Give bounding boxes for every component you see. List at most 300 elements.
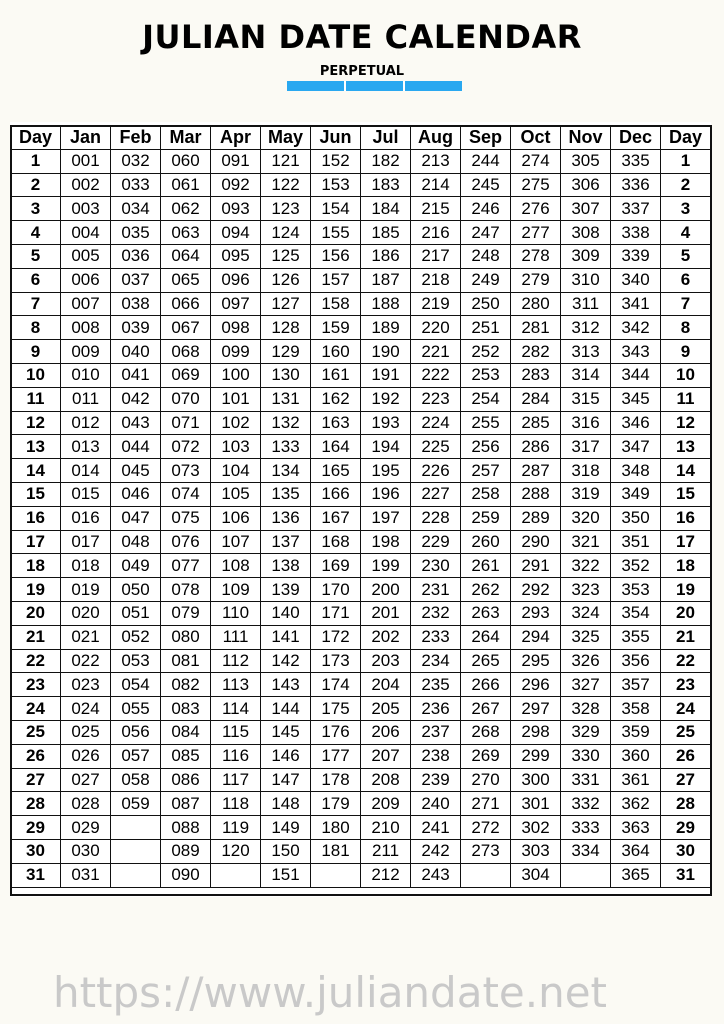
julian-day-cell: 065 <box>161 268 211 292</box>
julian-day-cell: 284 <box>511 387 561 411</box>
page-subtitle: PERPETUAL <box>319 64 405 79</box>
julian-day-cell: 164 <box>311 435 361 459</box>
julian-day-cell: 243 <box>411 863 461 887</box>
julian-day-cell: 271 <box>461 792 511 816</box>
table-row <box>11 673 711 697</box>
julian-day-cell: 187 <box>361 268 411 292</box>
day-cell: 23 <box>661 673 711 697</box>
julian-day-cell: 235 <box>411 673 461 697</box>
table-row <box>11 720 711 744</box>
julian-day-cell: 125 <box>261 244 311 268</box>
julian-day-cell: 063 <box>161 221 211 245</box>
julian-day-cell: 124 <box>261 221 311 245</box>
julian-day-cell: 247 <box>461 221 511 245</box>
julian-day-cell: 064 <box>161 244 211 268</box>
julian-day-cell: 079 <box>161 601 211 625</box>
julian-day-cell: 004 <box>61 221 111 245</box>
table-row <box>11 649 711 673</box>
day-cell: 26 <box>11 744 61 768</box>
julian-day-cell: 152 <box>311 149 361 173</box>
julian-day-cell: 151 <box>261 863 311 887</box>
julian-day-cell: 047 <box>111 506 161 530</box>
julian-day-cell: 045 <box>111 459 161 483</box>
julian-day-cell: 225 <box>411 435 461 459</box>
julian-day-cell: 025 <box>61 720 111 744</box>
julian-day-cell <box>211 863 261 887</box>
julian-day-cell: 287 <box>511 459 561 483</box>
julian-day-cell: 029 <box>61 816 111 840</box>
julian-day-cell: 229 <box>411 530 461 554</box>
julian-day-cell: 148 <box>261 792 311 816</box>
column-header: Nov <box>561 126 611 150</box>
julian-day-cell: 096 <box>211 268 261 292</box>
julian-day-cell: 328 <box>561 697 611 721</box>
julian-day-cell: 060 <box>161 149 211 173</box>
day-cell: 22 <box>661 649 711 673</box>
julian-day-cell: 214 <box>411 173 461 197</box>
table-row <box>11 411 711 435</box>
julian-day-cell: 249 <box>461 268 511 292</box>
table-row <box>11 482 711 506</box>
julian-day-cell: 121 <box>261 149 311 173</box>
table-row <box>11 792 711 816</box>
julian-day-cell: 023 <box>61 673 111 697</box>
julian-day-cell: 277 <box>511 221 561 245</box>
julian-day-cell: 026 <box>61 744 111 768</box>
julian-day-cell: 316 <box>561 411 611 435</box>
day-cell: 14 <box>11 459 61 483</box>
julian-day-cell: 032 <box>111 149 161 173</box>
julian-day-cell: 348 <box>611 459 661 483</box>
table-row <box>11 435 711 459</box>
julian-day-cell: 280 <box>511 292 561 316</box>
julian-day-cell: 108 <box>211 554 261 578</box>
julian-day-cell: 276 <box>511 197 561 221</box>
julian-day-cell: 314 <box>561 363 611 387</box>
day-cell: 15 <box>11 482 61 506</box>
table-row <box>11 268 711 292</box>
julian-day-cell: 210 <box>361 816 411 840</box>
julian-day-cell: 049 <box>111 554 161 578</box>
julian-day-cell: 285 <box>511 411 561 435</box>
julian-day-cell: 195 <box>361 459 411 483</box>
julian-day-cell: 172 <box>311 625 361 649</box>
julian-day-cell: 312 <box>561 316 611 340</box>
table-row <box>11 839 711 863</box>
julian-day-cell: 297 <box>511 697 561 721</box>
julian-day-cell: 153 <box>311 173 361 197</box>
julian-day-cell <box>561 863 611 887</box>
julian-day-cell: 234 <box>411 649 461 673</box>
julian-day-cell: 154 <box>311 197 361 221</box>
day-cell: 6 <box>11 268 61 292</box>
julian-day-cell: 083 <box>161 697 211 721</box>
julian-day-cell: 084 <box>161 720 211 744</box>
julian-day-cell: 039 <box>111 316 161 340</box>
julian-day-cell: 346 <box>611 411 661 435</box>
julian-day-cell: 031 <box>61 863 111 887</box>
julian-day-cell: 257 <box>461 459 511 483</box>
day-cell: 31 <box>661 863 711 887</box>
julian-day-cell: 227 <box>411 482 461 506</box>
julian-day-cell: 157 <box>311 268 361 292</box>
julian-day-cell: 017 <box>61 530 111 554</box>
julian-day-cell: 105 <box>211 482 261 506</box>
julian-day-cell: 131 <box>261 387 311 411</box>
julian-day-cell: 156 <box>311 244 361 268</box>
julian-day-cell: 058 <box>111 768 161 792</box>
julian-day-cell: 246 <box>461 197 511 221</box>
julian-day-cell: 117 <box>211 768 261 792</box>
julian-day-cell: 282 <box>511 340 561 364</box>
day-cell: 8 <box>661 316 711 340</box>
column-header: Apr <box>211 126 261 150</box>
day-cell: 6 <box>661 268 711 292</box>
julian-day-cell: 052 <box>111 625 161 649</box>
julian-day-cell: 071 <box>161 411 211 435</box>
julian-day-cell: 056 <box>111 720 161 744</box>
julian-day-cell: 122 <box>261 173 311 197</box>
julian-day-cell: 351 <box>611 530 661 554</box>
julian-day-cell: 041 <box>111 363 161 387</box>
julian-day-cell: 027 <box>61 768 111 792</box>
day-cell: 24 <box>661 697 711 721</box>
julian-day-cell: 207 <box>361 744 411 768</box>
julian-day-cell: 333 <box>561 816 611 840</box>
julian-day-cell: 082 <box>161 673 211 697</box>
julian-day-cell: 197 <box>361 506 411 530</box>
julian-day-cell: 144 <box>261 697 311 721</box>
julian-day-cell: 365 <box>611 863 661 887</box>
column-header: Jan <box>61 126 111 150</box>
column-header: Mar <box>161 126 211 150</box>
julian-day-cell: 068 <box>161 340 211 364</box>
julian-day-cell: 167 <box>311 506 361 530</box>
julian-day-cell: 158 <box>311 292 361 316</box>
julian-day-cell: 183 <box>361 173 411 197</box>
julian-day-cell: 018 <box>61 554 111 578</box>
julian-day-cell: 349 <box>611 482 661 506</box>
julian-day-cell: 163 <box>311 411 361 435</box>
day-cell: 10 <box>11 363 61 387</box>
table-row <box>11 340 711 364</box>
day-cell: 20 <box>11 601 61 625</box>
day-cell: 21 <box>11 625 61 649</box>
julian-day-cell: 258 <box>461 482 511 506</box>
julian-day-cell: 200 <box>361 578 411 602</box>
day-cell: 7 <box>11 292 61 316</box>
julian-day-cell: 199 <box>361 554 411 578</box>
julian-day-cell: 270 <box>461 768 511 792</box>
julian-day-cell: 020 <box>61 601 111 625</box>
day-cell: 28 <box>11 792 61 816</box>
julian-day-cell: 036 <box>111 244 161 268</box>
julian-day-cell: 231 <box>411 578 461 602</box>
julian-day-cell: 046 <box>111 482 161 506</box>
julian-day-cell: 201 <box>361 601 411 625</box>
julian-day-cell: 281 <box>511 316 561 340</box>
day-cell: 25 <box>661 720 711 744</box>
julian-day-cell: 334 <box>561 839 611 863</box>
day-cell: 27 <box>661 768 711 792</box>
day-cell: 5 <box>661 244 711 268</box>
day-cell: 4 <box>11 221 61 245</box>
julian-day-cell: 263 <box>461 601 511 625</box>
day-cell: 15 <box>661 482 711 506</box>
julian-day-cell: 269 <box>461 744 511 768</box>
julian-day-cell: 350 <box>611 506 661 530</box>
table-row <box>11 292 711 316</box>
column-header: Jun <box>311 126 361 150</box>
day-cell: 5 <box>11 244 61 268</box>
julian-day-cell: 288 <box>511 482 561 506</box>
day-cell: 29 <box>661 816 711 840</box>
julian-day-cell: 256 <box>461 435 511 459</box>
julian-day-cell: 262 <box>461 578 511 602</box>
day-cell: 25 <box>11 720 61 744</box>
julian-day-cell: 222 <box>411 363 461 387</box>
julian-day-cell: 135 <box>261 482 311 506</box>
table-row <box>11 149 711 173</box>
julian-day-cell: 101 <box>211 387 261 411</box>
julian-day-cell: 006 <box>61 268 111 292</box>
julian-day-cell: 051 <box>111 601 161 625</box>
julian-day-cell: 145 <box>261 720 311 744</box>
page-title: JULIAN DATE CALENDAR <box>142 18 582 56</box>
julian-day-cell: 341 <box>611 292 661 316</box>
julian-day-cell: 066 <box>161 292 211 316</box>
julian-day-cell: 303 <box>511 839 561 863</box>
julian-day-cell: 168 <box>311 530 361 554</box>
julian-day-cell: 298 <box>511 720 561 744</box>
julian-day-cell: 160 <box>311 340 361 364</box>
day-cell: 4 <box>661 221 711 245</box>
julian-day-cell: 078 <box>161 578 211 602</box>
table-row <box>11 816 711 840</box>
day-cell: 13 <box>661 435 711 459</box>
julian-day-cell: 283 <box>511 363 561 387</box>
julian-day-cell: 074 <box>161 482 211 506</box>
julian-day-cell: 215 <box>411 197 461 221</box>
day-cell: 14 <box>661 459 711 483</box>
julian-day-cell: 132 <box>261 411 311 435</box>
julian-day-cell: 357 <box>611 673 661 697</box>
julian-day-cell: 138 <box>261 554 311 578</box>
julian-day-cell: 116 <box>211 744 261 768</box>
day-cell: 21 <box>661 625 711 649</box>
day-cell: 30 <box>11 839 61 863</box>
day-cell: 19 <box>661 578 711 602</box>
julian-day-cell: 359 <box>611 720 661 744</box>
julian-day-cell: 216 <box>411 221 461 245</box>
column-header: Aug <box>411 126 461 150</box>
julian-day-cell: 291 <box>511 554 561 578</box>
julian-day-cell: 165 <box>311 459 361 483</box>
julian-day-cell: 150 <box>261 839 311 863</box>
column-header: Dec <box>611 126 661 150</box>
julian-day-cell: 170 <box>311 578 361 602</box>
table-row <box>11 601 711 625</box>
column-header: Feb <box>111 126 161 150</box>
day-cell: 16 <box>11 506 61 530</box>
table-row <box>11 863 711 887</box>
julian-day-cell: 315 <box>561 387 611 411</box>
julian-day-cell: 179 <box>311 792 361 816</box>
day-cell: 3 <box>11 197 61 221</box>
julian-day-cell: 217 <box>411 244 461 268</box>
julian-day-cell: 097 <box>211 292 261 316</box>
day-cell: 27 <box>11 768 61 792</box>
julian-day-cell: 296 <box>511 673 561 697</box>
julian-day-cell <box>111 863 161 887</box>
julian-day-cell: 186 <box>361 244 411 268</box>
julian-day-cell: 087 <box>161 792 211 816</box>
julian-day-cell: 309 <box>561 244 611 268</box>
julian-day-cell: 169 <box>311 554 361 578</box>
julian-day-cell: 176 <box>311 720 361 744</box>
julian-day-cell: 358 <box>611 697 661 721</box>
julian-day-cell: 332 <box>561 792 611 816</box>
julian-day-cell: 057 <box>111 744 161 768</box>
table-row <box>11 459 711 483</box>
julian-day-cell: 274 <box>511 149 561 173</box>
day-cell: 18 <box>11 554 61 578</box>
julian-day-cell: 320 <box>561 506 611 530</box>
julian-day-cell: 230 <box>411 554 461 578</box>
column-header: Day <box>11 126 61 150</box>
julian-day-cell: 181 <box>311 839 361 863</box>
table-row <box>11 387 711 411</box>
julian-day-cell: 118 <box>211 792 261 816</box>
day-cell: 13 <box>11 435 61 459</box>
julian-day-cell: 073 <box>161 459 211 483</box>
julian-day-cell: 266 <box>461 673 511 697</box>
julian-day-cell: 363 <box>611 816 661 840</box>
table-row <box>11 244 711 268</box>
table-row <box>11 506 711 530</box>
julian-day-cell <box>111 839 161 863</box>
julian-day-cell: 054 <box>111 673 161 697</box>
julian-day-cell: 114 <box>211 697 261 721</box>
julian-day-cell: 072 <box>161 435 211 459</box>
julian-day-cell: 331 <box>561 768 611 792</box>
julian-day-cell: 022 <box>61 649 111 673</box>
julian-day-cell: 344 <box>611 363 661 387</box>
website-url[interactable]: https://www.juliandate.net <box>52 968 608 1017</box>
julian-day-cell: 159 <box>311 316 361 340</box>
julian-day-cell: 278 <box>511 244 561 268</box>
julian-day-cell: 194 <box>361 435 411 459</box>
julian-day-cell: 324 <box>561 601 611 625</box>
julian-day-cell: 248 <box>461 244 511 268</box>
day-cell: 9 <box>11 340 61 364</box>
julian-day-cell: 095 <box>211 244 261 268</box>
day-cell: 19 <box>11 578 61 602</box>
julian-day-cell: 034 <box>111 197 161 221</box>
day-cell: 11 <box>661 387 711 411</box>
table-row <box>11 554 711 578</box>
julian-day-cell: 203 <box>361 649 411 673</box>
column-header: Jul <box>361 126 411 150</box>
julian-day-cell: 178 <box>311 768 361 792</box>
julian-day-cell: 360 <box>611 744 661 768</box>
julian-day-cell: 319 <box>561 482 611 506</box>
julian-day-cell: 140 <box>261 601 311 625</box>
julian-day-cell: 161 <box>311 363 361 387</box>
julian-day-cell: 091 <box>211 149 261 173</box>
julian-day-cell: 302 <box>511 816 561 840</box>
julian-day-cell: 261 <box>461 554 511 578</box>
julian-day-cell: 205 <box>361 697 411 721</box>
table-row <box>11 768 711 792</box>
julian-day-cell: 126 <box>261 268 311 292</box>
julian-day-cell: 228 <box>411 506 461 530</box>
julian-day-cell: 182 <box>361 149 411 173</box>
julian-day-cell: 294 <box>511 625 561 649</box>
day-cell: 10 <box>661 363 711 387</box>
julian-day-cell: 012 <box>61 411 111 435</box>
julian-day-cell: 038 <box>111 292 161 316</box>
julian-day-cell: 191 <box>361 363 411 387</box>
day-cell: 30 <box>661 839 711 863</box>
julian-day-cell: 313 <box>561 340 611 364</box>
julian-day-cell: 204 <box>361 673 411 697</box>
julian-day-cell: 233 <box>411 625 461 649</box>
julian-day-cell: 327 <box>561 673 611 697</box>
julian-day-cell: 307 <box>561 197 611 221</box>
julian-day-cell: 292 <box>511 578 561 602</box>
julian-day-cell: 202 <box>361 625 411 649</box>
column-header: May <box>261 126 311 150</box>
julian-day-cell: 002 <box>61 173 111 197</box>
julian-day-cell: 143 <box>261 673 311 697</box>
day-cell: 18 <box>661 554 711 578</box>
julian-day-cell: 092 <box>211 173 261 197</box>
julian-day-cell: 129 <box>261 340 311 364</box>
julian-day-cell: 174 <box>311 673 361 697</box>
day-cell: 12 <box>11 411 61 435</box>
julian-day-cell: 209 <box>361 792 411 816</box>
julian-day-cell: 119 <box>211 816 261 840</box>
julian-day-cell: 162 <box>311 387 361 411</box>
julian-day-cell: 337 <box>611 197 661 221</box>
day-cell: 26 <box>661 744 711 768</box>
julian-day-cell: 192 <box>361 387 411 411</box>
julian-day-cell: 103 <box>211 435 261 459</box>
julian-day-cell: 244 <box>461 149 511 173</box>
julian-day-cell <box>111 816 161 840</box>
julian-day-cell: 070 <box>161 387 211 411</box>
julian-day-cell: 110 <box>211 601 261 625</box>
julian-day-cell: 028 <box>61 792 111 816</box>
julian-day-cell: 318 <box>561 459 611 483</box>
julian-day-cell: 311 <box>561 292 611 316</box>
julian-day-cell: 322 <box>561 554 611 578</box>
julian-day-cell: 347 <box>611 435 661 459</box>
julian-day-cell: 306 <box>561 173 611 197</box>
julian-day-cell: 123 <box>261 197 311 221</box>
julian-day-cell: 106 <box>211 506 261 530</box>
julian-day-cell: 142 <box>261 649 311 673</box>
julian-day-cell: 111 <box>211 625 261 649</box>
julian-day-cell: 188 <box>361 292 411 316</box>
julian-day-cell: 177 <box>311 744 361 768</box>
julian-day-cell: 286 <box>511 435 561 459</box>
julian-day-cell: 226 <box>411 459 461 483</box>
julian-day-cell: 173 <box>311 649 361 673</box>
julian-day-cell: 241 <box>411 816 461 840</box>
julian-day-cell: 213 <box>411 149 461 173</box>
